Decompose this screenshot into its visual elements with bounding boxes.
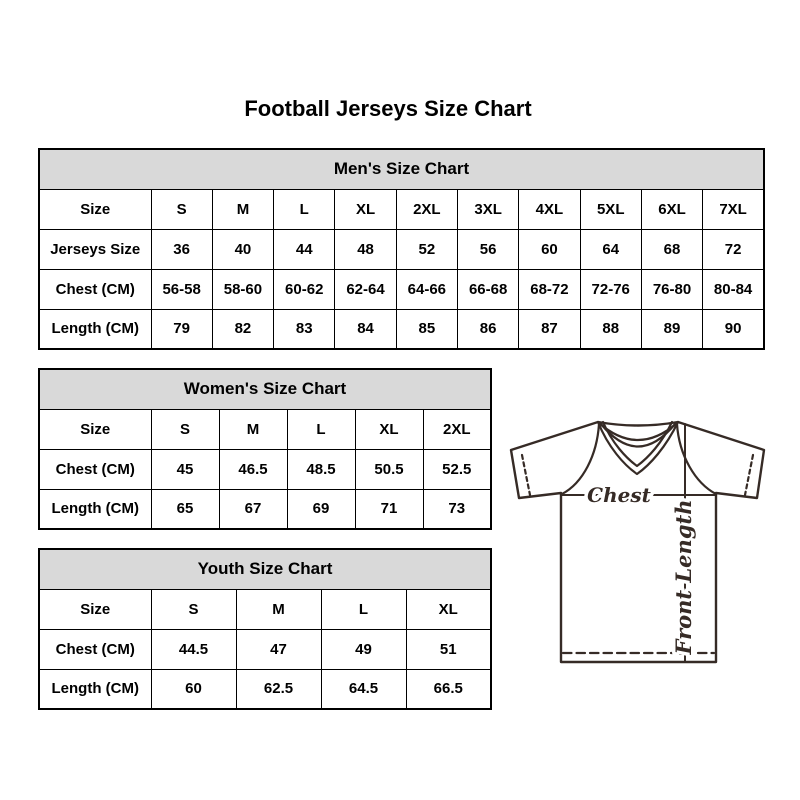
- row-label: Jerseys Size: [39, 229, 151, 269]
- cell: 2XL: [396, 189, 457, 229]
- cell: 66-68: [457, 269, 518, 309]
- row-label: Size: [39, 589, 151, 629]
- cell: 56-58: [151, 269, 212, 309]
- cell: 58-60: [212, 269, 273, 309]
- row-label: Chest (CM): [39, 449, 151, 489]
- cell: 69: [287, 489, 355, 529]
- row-label: Length (CM): [39, 489, 151, 529]
- womens-size-table-grid: [38, 368, 492, 530]
- page-title: Football Jerseys Size Chart: [244, 96, 532, 121]
- cell: 2XL: [423, 409, 491, 449]
- womens-size-table: [38, 368, 492, 528]
- cell: 4XL: [519, 189, 580, 229]
- cell: 49: [321, 629, 406, 669]
- cell: XL: [355, 409, 423, 449]
- cell: 80-84: [703, 269, 764, 309]
- cell: 73: [423, 489, 491, 529]
- cell: L: [287, 409, 355, 449]
- cell: 72: [703, 229, 764, 269]
- table-title: Women's Size Chart: [39, 369, 491, 409]
- table-row: [39, 229, 764, 269]
- cell: 46.5: [219, 449, 287, 489]
- cell: 64: [580, 229, 641, 269]
- jersey-measurement-diagram: [505, 405, 770, 675]
- table-row: [39, 629, 491, 669]
- cell: M: [219, 409, 287, 449]
- table-row: [39, 189, 764, 229]
- cell: M: [236, 589, 321, 629]
- table-row: [39, 669, 491, 709]
- cell: 65: [151, 489, 219, 529]
- cell: 87: [519, 309, 580, 349]
- cell: 51: [406, 629, 491, 669]
- cell: 71: [355, 489, 423, 529]
- cell: 6XL: [641, 189, 702, 229]
- table-row: [39, 269, 764, 309]
- cell: 85: [396, 309, 457, 349]
- row-label: Length (CM): [39, 309, 151, 349]
- table-title: Youth Size Chart: [39, 549, 491, 589]
- cell: 45: [151, 449, 219, 489]
- cell: 50.5: [355, 449, 423, 489]
- cell: M: [212, 189, 273, 229]
- cell: 79: [151, 309, 212, 349]
- table-row: [39, 589, 491, 629]
- cell: XL: [406, 589, 491, 629]
- cell: 5XL: [580, 189, 641, 229]
- row-label: Size: [39, 409, 151, 449]
- cell: 76-80: [641, 269, 702, 309]
- cell: 62.5: [236, 669, 321, 709]
- cell: 67: [219, 489, 287, 529]
- row-label: Length (CM): [39, 669, 151, 709]
- cell: 52: [396, 229, 457, 269]
- chest-measure-label: Chest: [587, 483, 651, 507]
- cell: 66.5: [406, 669, 491, 709]
- table-row: [39, 449, 491, 489]
- cell: XL: [335, 189, 396, 229]
- cell: 64.5: [321, 669, 406, 709]
- mens-size-table-grid: [38, 148, 765, 350]
- cell: S: [151, 189, 212, 229]
- cell: S: [151, 409, 219, 449]
- cell: 40: [212, 229, 273, 269]
- front-length-measure-label: Front Length: [671, 499, 696, 655]
- cell: S: [151, 589, 236, 629]
- cell: 72-76: [580, 269, 641, 309]
- youth-size-table-grid: [38, 548, 492, 710]
- cell: 84: [335, 309, 396, 349]
- cell: 83: [274, 309, 335, 349]
- row-label: Chest (CM): [39, 629, 151, 669]
- youth-size-table: [38, 548, 492, 708]
- cell: 60-62: [274, 269, 335, 309]
- cell: 82: [212, 309, 273, 349]
- cell: 60: [519, 229, 580, 269]
- cell: 60: [151, 669, 236, 709]
- table-row: [39, 489, 491, 529]
- row-label: Size: [39, 189, 151, 229]
- cell: 48.5: [287, 449, 355, 489]
- cell: 88: [580, 309, 641, 349]
- cell: 89: [641, 309, 702, 349]
- cell: 90: [703, 309, 764, 349]
- cell: 44.5: [151, 629, 236, 669]
- cell: L: [321, 589, 406, 629]
- cell: 68: [641, 229, 702, 269]
- cell: 64-66: [396, 269, 457, 309]
- cell: 68-72: [519, 269, 580, 309]
- row-label: Chest (CM): [39, 269, 151, 309]
- cell: 62-64: [335, 269, 396, 309]
- cell: 44: [274, 229, 335, 269]
- table-row: [39, 409, 491, 449]
- cell: L: [274, 189, 335, 229]
- cell: 47: [236, 629, 321, 669]
- table-title: Men's Size Chart: [39, 149, 764, 189]
- cell: 52.5: [423, 449, 491, 489]
- mens-size-table: [38, 148, 765, 348]
- cell: 86: [457, 309, 518, 349]
- cell: 36: [151, 229, 212, 269]
- cell: 48: [335, 229, 396, 269]
- table-row: [39, 309, 764, 349]
- cell: 3XL: [457, 189, 518, 229]
- cell: 7XL: [703, 189, 764, 229]
- cell: 56: [457, 229, 518, 269]
- jersey-outline: [511, 422, 764, 662]
